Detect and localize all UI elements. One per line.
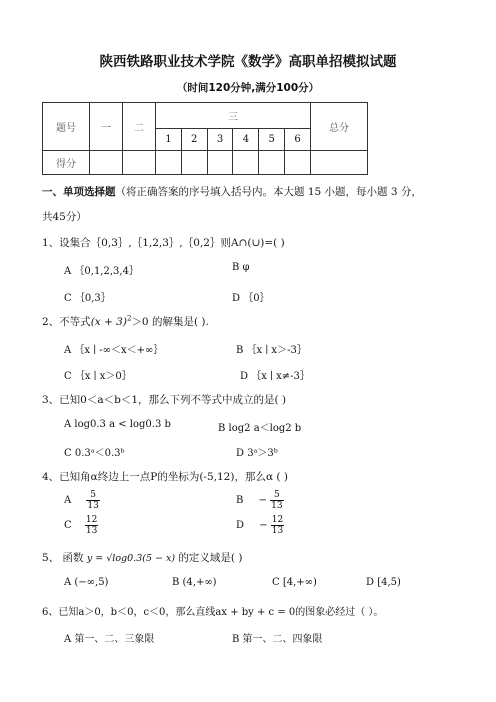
q2-stem-pre: 2、不等式 (42, 316, 91, 328)
q4-a-fraction (86, 490, 99, 511)
section-heading (42, 184, 422, 199)
score-cell[interactable] (123, 151, 156, 175)
score-table (42, 102, 368, 175)
q4-c-label: C (64, 520, 72, 531)
header-yi: 一 (90, 103, 123, 151)
q4-c-num: 12 (85, 515, 98, 525)
q4-b-num: 5 (273, 490, 280, 500)
q6-option-a: A 第一、二、三象限 (64, 634, 155, 645)
q4-d-den: 13 (271, 526, 284, 536)
q6-option-b: B 第一、二、四象限 (232, 634, 323, 645)
q5-stem-pre: 5、 函数 (42, 552, 84, 564)
q5-option-c: C [4,+∞) (272, 577, 317, 588)
q1-stem: 1、设集合｛0,3｝,｛1,2,3｝,｛0,2｝则A∩(∪)=( ) (42, 237, 285, 249)
score-cell[interactable] (156, 151, 182, 175)
q4-b-fraction (270, 490, 283, 511)
q4-b-den: 13 (271, 501, 283, 511)
q2-stem (42, 314, 209, 329)
q4-c-den: 13 (85, 526, 98, 536)
sub-col-1: 1 (156, 129, 182, 151)
q1-option-b: B φ (232, 262, 250, 273)
score-cell[interactable] (285, 151, 311, 175)
score-cell[interactable] (207, 151, 233, 175)
sub-col-5: 5 (259, 129, 285, 151)
q5-function: y = √log0.3(5 − x) (86, 553, 176, 564)
q4-option-d (236, 515, 284, 536)
sub-col-4: 4 (233, 129, 259, 151)
section-title: 一、单项选择题 (42, 186, 116, 198)
q4-d-label: D (236, 520, 245, 531)
q5-option-d: D [4,5) (366, 577, 401, 588)
q6-stem: 6、已知a＞0，b＜0，c＜0，那么直线ax + by + c = 0的图象必经过（ ）。 (42, 607, 384, 618)
q3-option-a: A log0.3 a < log0.3 b (64, 419, 171, 430)
score-cell[interactable] (311, 151, 368, 175)
q4-b-label: B (236, 495, 244, 506)
score-cell[interactable] (259, 151, 285, 175)
score-cell[interactable] (181, 151, 207, 175)
q4-option-a (64, 490, 100, 511)
q2-option-d: D ｛x ∣ x≠-3｝ (240, 371, 310, 382)
header-tihao: 题号 (43, 103, 90, 151)
q2-option-c: C ｛x ∣ x＞0｝ (64, 371, 132, 382)
sub-col-2: 2 (181, 129, 207, 151)
q4-option-c (64, 515, 98, 536)
q1-option-a: A ｛0,1,2,3,4｝ (64, 266, 139, 277)
q2-stem-post: ＞0 的解集是( ). (131, 316, 209, 328)
q4-stem: 4、已知角α终边上一点P的坐标为(-5,12)，那么α ( ) (42, 471, 288, 483)
section-desc: （将正确答案的序号填入括号内。本大题 15 小题，每小题 3 分， (115, 186, 422, 198)
q1-option-c: C ｛0,3｝ (64, 293, 111, 304)
q4-option-b (236, 490, 284, 511)
q5-stem (42, 550, 242, 565)
header-er: 二 (123, 103, 156, 151)
section-desc-2: 共45分） (42, 211, 87, 223)
q4-a-label: A (64, 495, 72, 506)
q2-expr: (x + 3) (90, 316, 127, 328)
page-subtitle: （时间120分钟,满分100分） (176, 82, 320, 94)
score-cell[interactable] (90, 151, 123, 175)
q3-option-d: D 3ᵃ＞3ᵇ (236, 448, 278, 459)
q4-a-num: 5 (90, 490, 97, 500)
sub-col-3: 3 (207, 129, 233, 151)
q2-option-a: A ｛x ∣ -∞＜x＜+∞｝ (64, 345, 164, 356)
q4-c-fraction (85, 515, 98, 536)
q4-d-num: 12 (271, 515, 284, 525)
sub-col-6: 6 (285, 129, 311, 151)
q4-d-minus: − (259, 520, 268, 531)
header-san: 三 (156, 103, 311, 129)
q4-b-minus: − (258, 495, 267, 506)
q5-stem-post: 的定义域是( ) (178, 552, 243, 564)
q3-option-b: B log2 a＜log2 b (218, 423, 302, 434)
q4-a-den: 13 (87, 501, 99, 511)
header-total: 总分 (311, 103, 368, 151)
q5-option-a: A (−∞,5) (64, 577, 109, 588)
row-label-score: 得分 (43, 151, 90, 175)
q4-d-fraction (271, 515, 284, 536)
page-title: 陕西铁路职业技术学院《数学》高职单招模拟试题 (99, 54, 397, 70)
score-cell[interactable] (233, 151, 259, 175)
q2-option-b: B ｛x ∣ x＞-3｝ (236, 345, 307, 356)
q3-option-c: C 0.3ᵃ＜0.3ᵇ (64, 448, 125, 459)
q1-option-d: D ｛0｝ (232, 293, 270, 304)
q5-option-b: B (4,+∞) (172, 577, 217, 588)
q2-exp: 2 (126, 314, 132, 323)
q3-stem: 3、已知0＜a＜b＜1，那么下列不等式中成立的是( ) (42, 394, 287, 406)
